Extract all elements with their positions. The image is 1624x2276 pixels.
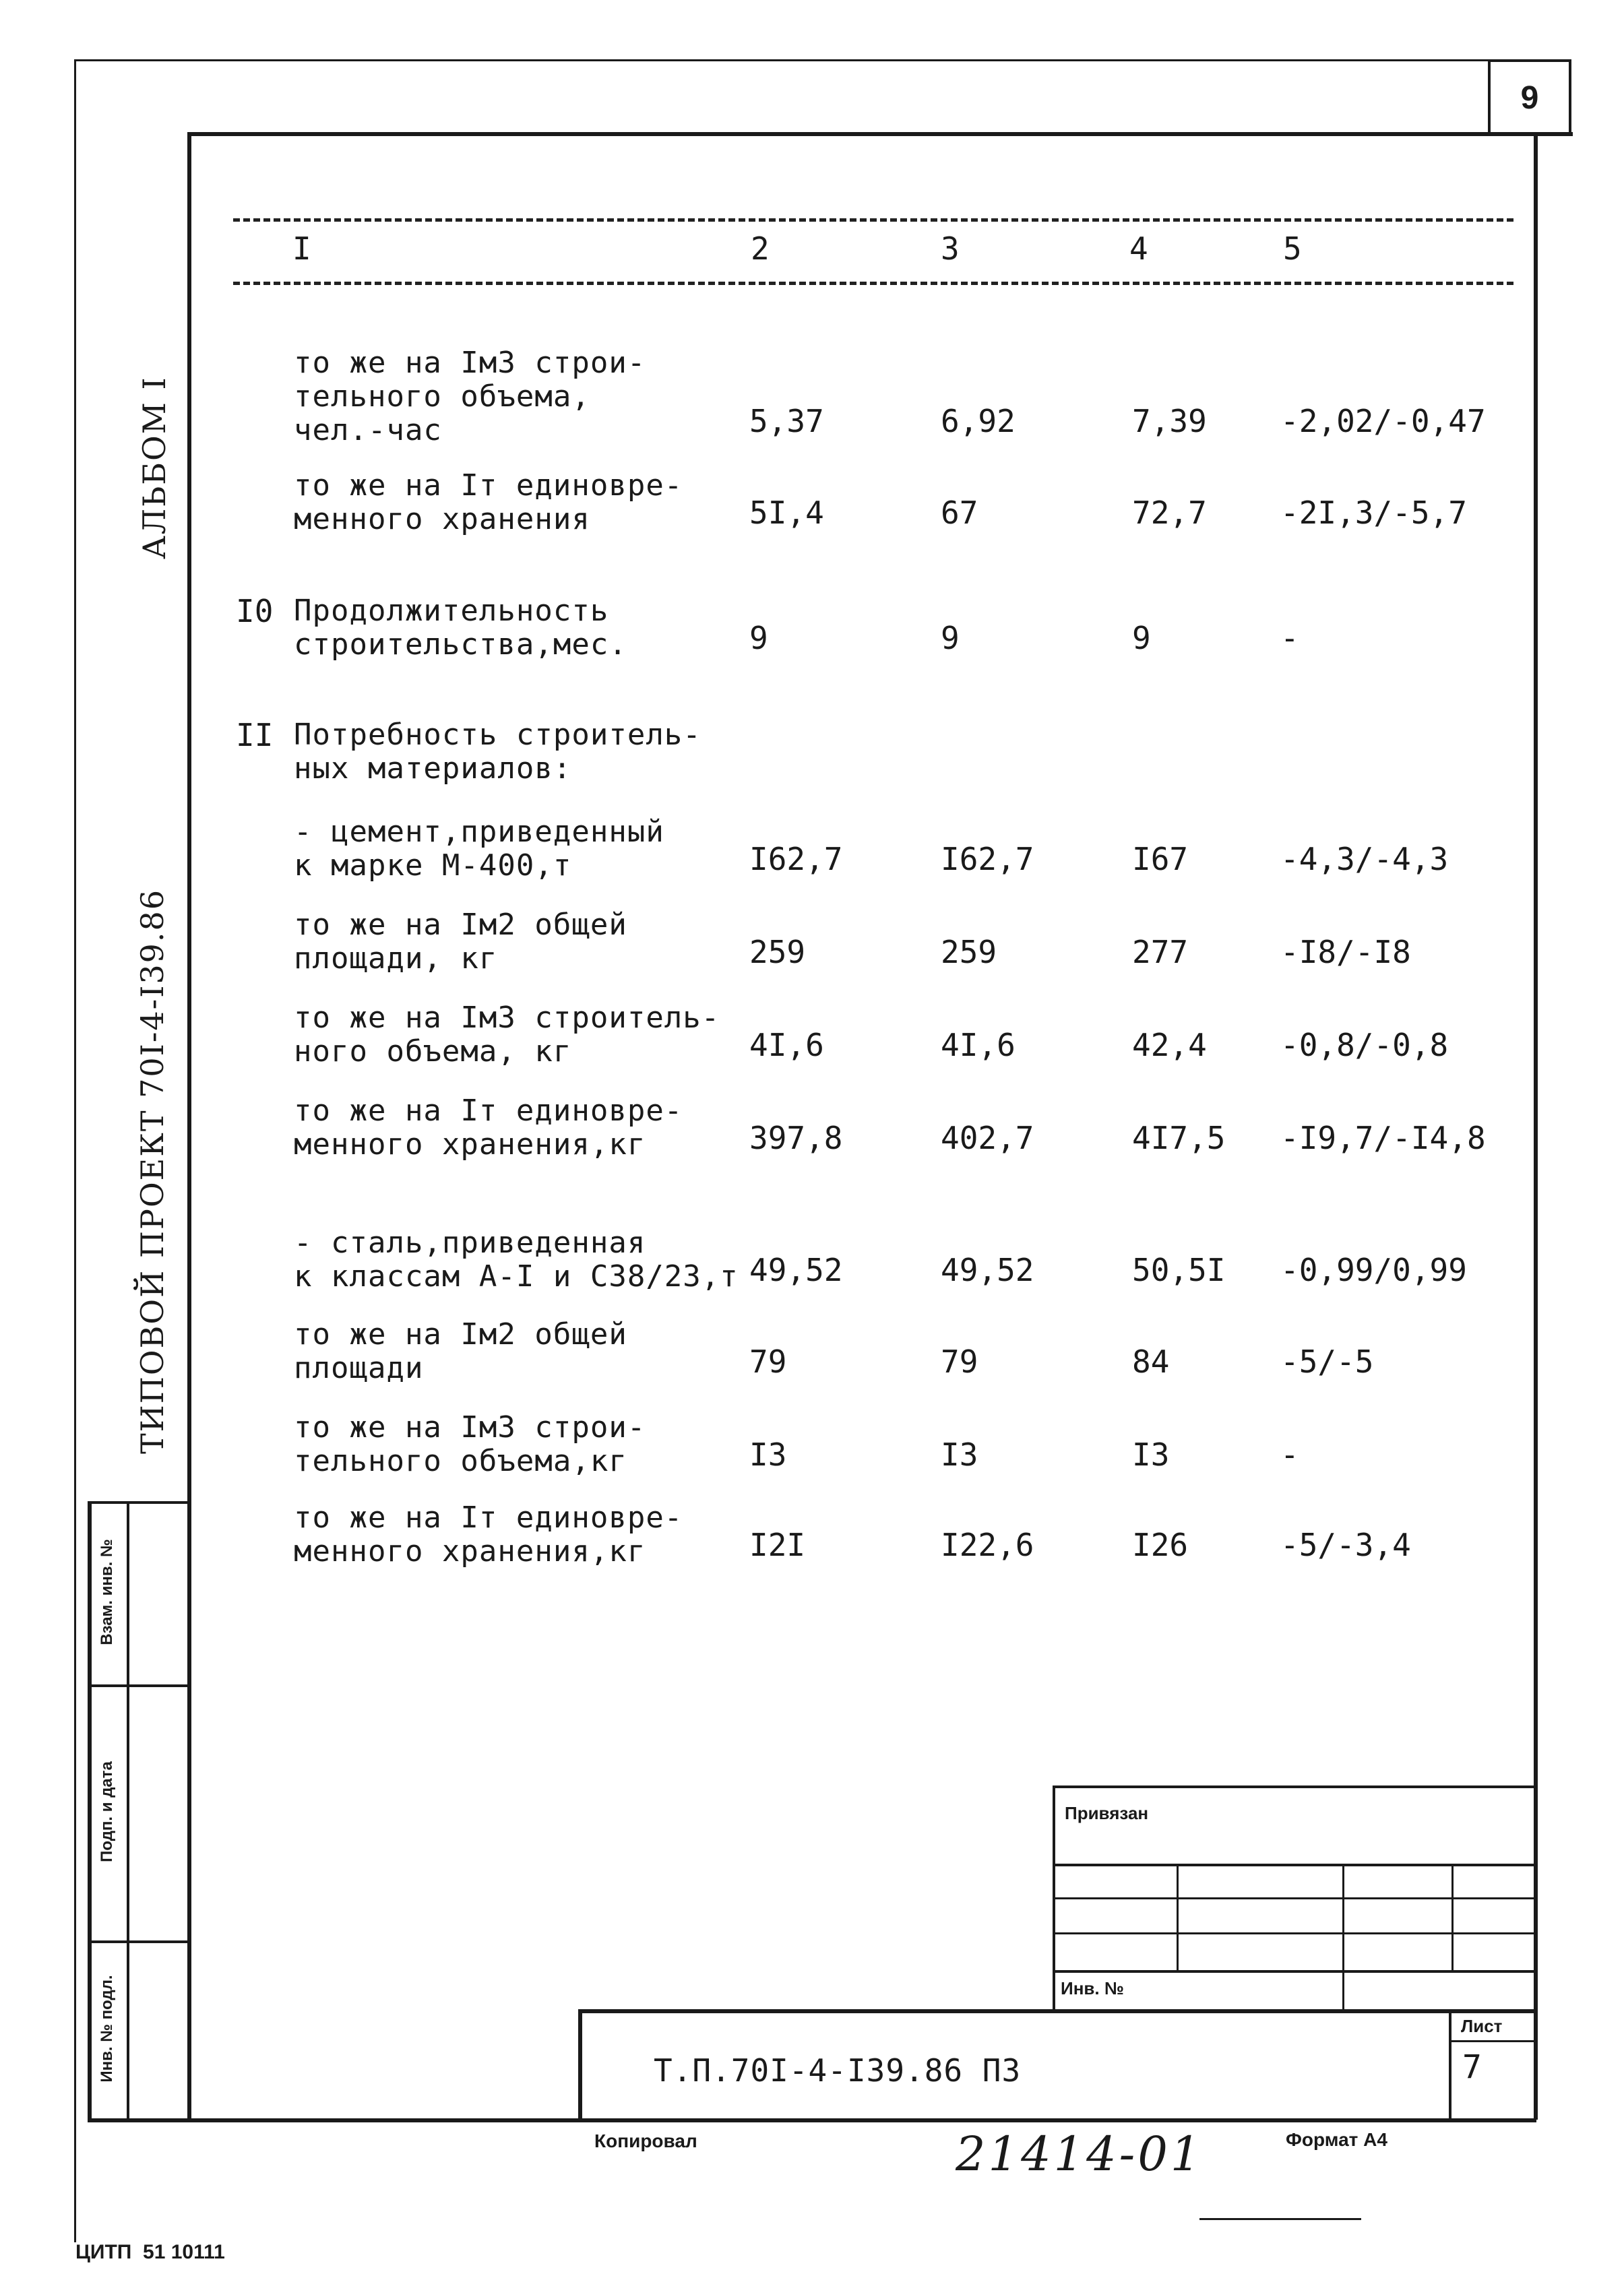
table-cell-c4: I67 [1132, 841, 1189, 877]
table-cell-c3: 49,52 [941, 1252, 1034, 1288]
table-cell-c5: -0,8/-0,8 [1280, 1027, 1449, 1063]
frame-left [187, 132, 191, 2120]
header-dash-bottom [233, 282, 1513, 285]
table-cell-c4: 277 [1132, 934, 1189, 970]
table-cell-c2: 4I,6 [749, 1027, 824, 1063]
table-row-label: то же на Iт единовре- менного хранения,кг [294, 1500, 683, 1569]
table-row-label: то же на Iм3 строи- тельного объема, чел.-час [294, 346, 646, 447]
title-sheet-label: Лист [1461, 2016, 1503, 2036]
table-row-number: II [236, 717, 274, 753]
header-dash-top [233, 218, 1513, 222]
title-sheet-number: 7 [1462, 2048, 1482, 2086]
table-cell-c5: -4,3/-4,3 [1280, 841, 1449, 877]
table-cell-c3: 67 [941, 495, 978, 531]
title-block-divider [1449, 2009, 1451, 2120]
footer-rule [1199, 2218, 1361, 2220]
table-cell-c2: 49,52 [749, 1252, 843, 1288]
margin-stamp-sign-date: Подп. и дата [98, 1761, 116, 1862]
table-cell-c4: I26 [1132, 1527, 1189, 1563]
title-document-code: Т.П.70I-4-I39.86 ПЗ [654, 2052, 1022, 2089]
table-header-col3: 3 [941, 230, 960, 267]
table-cell-c4: 84 [1132, 1344, 1170, 1380]
table-cell-c5: -0,99/0,99 [1280, 1252, 1467, 1288]
table-cell-c3: 4I,6 [941, 1027, 1016, 1063]
table-header-col5: 5 [1283, 230, 1302, 267]
table-cell-c5: -I8/-I8 [1280, 934, 1411, 970]
table-row-label: то же на Iт единовре- менного хранения,кг [294, 1094, 683, 1162]
table-cell-c5: -2I,3/-5,7 [1280, 495, 1467, 531]
table-cell-c3: 9 [941, 620, 960, 656]
frame-top [187, 132, 1573, 136]
table-row-label: - сталь,приведенная к классам А-I и С38/23,т [294, 1226, 739, 1294]
table-cell-c4: 50,5I [1132, 1252, 1226, 1288]
table-row-label: то же на Iт единовре- менного хранения [294, 468, 683, 536]
table-row-label: то же на Iм3 строитель- ного объема, кг [294, 1001, 720, 1069]
table-row-label: то же на Iм2 общей площади, кг [294, 908, 627, 976]
table-cell-c2: 79 [749, 1344, 787, 1380]
table-row-label: Продолжительность строительства,мес. [294, 594, 627, 662]
table-row-label: Потребность строитель- ных материалов: [294, 718, 701, 786]
table-cell-c2: 397,8 [749, 1120, 843, 1156]
footer-org-code: ЦИТП 51 10111 [75, 2241, 225, 2263]
table-cell-c2: 5,37 [749, 403, 824, 439]
table-cell-c2: 5I,4 [749, 495, 824, 531]
table-cell-c3: 79 [941, 1344, 978, 1380]
table-cell-c5: -I9,7/-I4,8 [1280, 1120, 1486, 1156]
footer-copied: Копировал [594, 2130, 697, 2151]
stamp-line-2 [1053, 1897, 1535, 1899]
table-header-col1: I [292, 230, 311, 267]
outer-left-border [74, 59, 76, 2242]
margin-strip-left [88, 1501, 92, 2120]
table-cell-c2: I2I [749, 1527, 806, 1563]
table-cell-c3: 6,92 [941, 403, 1016, 439]
footer-format: Формат А4 [1286, 2129, 1387, 2150]
footer-handwritten-number: 21414-01 [956, 2126, 1204, 2182]
margin-stamp-orig-inv: Инв. № подл. [98, 1975, 116, 2083]
outer-top-border [74, 59, 1563, 61]
stamp-col-3 [1451, 1864, 1454, 1970]
table-cell-c5: - [1280, 620, 1299, 656]
stamp-col-1 [1177, 1864, 1179, 1970]
margin-line-1 [88, 1501, 189, 1504]
table-cell-c4: 7,39 [1132, 403, 1207, 439]
table-cell-c4: I3 [1132, 1436, 1170, 1473]
stamp-privyazan-label: Привязан [1065, 1803, 1149, 1823]
table-row-number: I0 [236, 593, 274, 629]
table-row-label: - цемент,приведенный к марке М-400,т [294, 815, 664, 883]
margin-line-3 [88, 1940, 189, 1943]
table-header-col4: 4 [1129, 230, 1148, 267]
table-cell-c2: 259 [749, 934, 806, 970]
stamp-line-3 [1053, 1932, 1535, 1934]
margin-line-2 [88, 1684, 189, 1687]
table-cell-c4: 9 [1132, 620, 1151, 656]
table-cell-c4: 42,4 [1132, 1027, 1207, 1063]
table-cell-c2: 9 [749, 620, 768, 656]
table-cell-c4: 4I7,5 [1132, 1120, 1226, 1156]
table-cell-c3: I62,7 [941, 841, 1034, 877]
stamp-line-4 [1053, 1970, 1535, 1973]
table-cell-c4: 72,7 [1132, 495, 1207, 531]
project-side-label: ТИПОВОЙ ПРОЕКТ 70I-4-I39.86 [134, 888, 170, 1454]
table-cell-c5: -2,02/-0,47 [1280, 403, 1486, 439]
table-row-label: то же на Iм2 общей площади [294, 1317, 627, 1385]
table-cell-c3: 402,7 [941, 1120, 1034, 1156]
table-cell-c3: I3 [941, 1436, 978, 1473]
table-cell-c2: I3 [749, 1436, 787, 1473]
album-label: АЛЬБОМ I [136, 376, 173, 559]
corner-sheet-number: 9 [1520, 80, 1539, 116]
table-cell-c2: I62,7 [749, 841, 843, 877]
margin-strip-mid [127, 1501, 129, 2120]
table-row-label: то же на Iм3 строи- тельного объема,кг [294, 1410, 646, 1478]
stamp-col-2 [1342, 1864, 1344, 2009]
title-sheet-label-line [1449, 2040, 1535, 2042]
stamp-line-1 [1053, 1864, 1535, 1866]
table-header-col2: 2 [751, 230, 770, 267]
margin-stamp-replace: Взам. инв. № [98, 1539, 116, 1645]
table-cell-c5: - [1280, 1436, 1299, 1473]
table-cell-c5: -5/-5 [1280, 1344, 1374, 1380]
stamp-inv-label: Инв. № [1061, 1978, 1124, 1998]
table-cell-c3: I22,6 [941, 1527, 1034, 1563]
table-cell-c3: 259 [941, 934, 997, 970]
table-cell-c5: -5/-3,4 [1280, 1527, 1411, 1563]
